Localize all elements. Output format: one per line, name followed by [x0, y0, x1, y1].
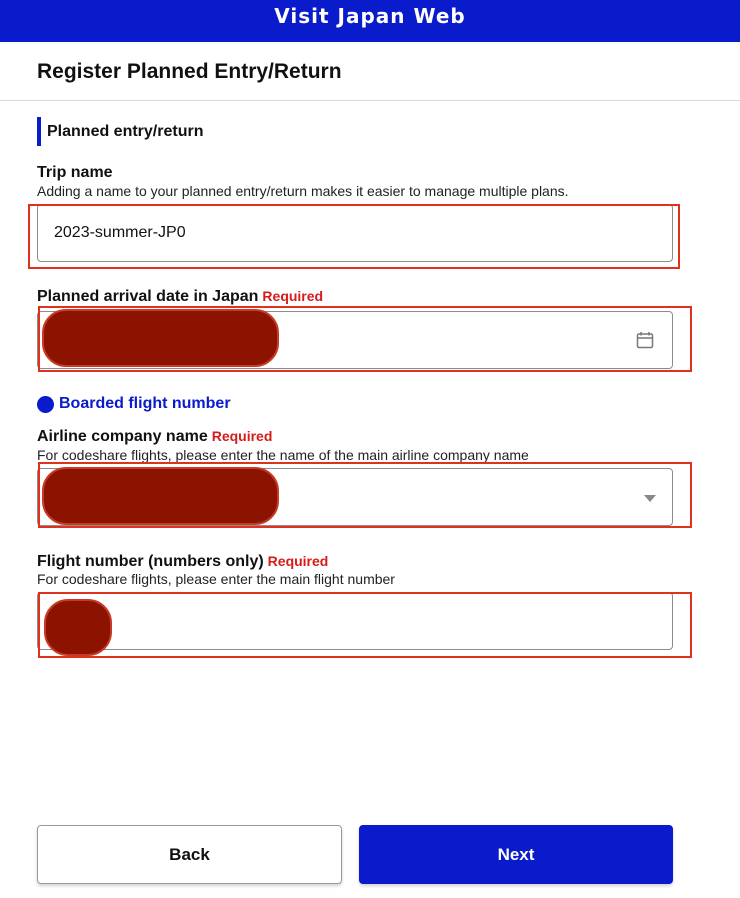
required-badge: Required: [211, 428, 273, 444]
redacted-flight-number: [44, 599, 112, 656]
flight-number-label-text: Flight number (numbers only): [37, 553, 264, 570]
required-badge: Required: [262, 288, 324, 304]
flight-number-hint: For codeshare flights, please enter the main flight number: [37, 571, 395, 587]
redacted-airline: [42, 467, 279, 525]
redacted-arrival-date: [42, 309, 279, 367]
top-bar: [0, 0, 740, 42]
airline-label-text: Airline company name: [37, 428, 208, 445]
trip-name-field[interactable]: [37, 204, 673, 262]
flight-subsection-text: Boarded flight number: [59, 395, 231, 412]
flight-number-label: [37, 553, 328, 571]
airline-label: [37, 428, 272, 446]
back-button[interactable]: Back: [37, 825, 342, 884]
trip-name-label-text: Trip name: [37, 164, 113, 181]
trip-name-hint: Adding a name to your planned entry/return makes it easier to manage multiple plans.: [37, 183, 569, 199]
flight-subsection-heading: [37, 393, 231, 415]
trip-name-input[interactable]: [38, 205, 672, 261]
airline-hint: For codeshare flights, please enter the name of the main airline company name: [37, 447, 529, 463]
app-brand: Visit Japan Web: [274, 4, 466, 28]
required-badge: Required: [267, 553, 329, 569]
chevron-down-icon[interactable]: [644, 495, 656, 502]
section-heading: Planned entry/return: [37, 117, 203, 146]
bullet-dot-icon: [37, 396, 54, 413]
flight-number-field[interactable]: [37, 592, 673, 650]
next-button[interactable]: Next: [359, 825, 673, 884]
page-header: [0, 42, 740, 101]
arrival-date-label: [37, 288, 323, 306]
trip-name-label: [37, 164, 113, 182]
arrival-date-label-text: Planned arrival date in Japan: [37, 288, 259, 305]
page-title: Register Planned Entry/Return: [37, 60, 342, 83]
calendar-icon[interactable]: [636, 331, 654, 349]
